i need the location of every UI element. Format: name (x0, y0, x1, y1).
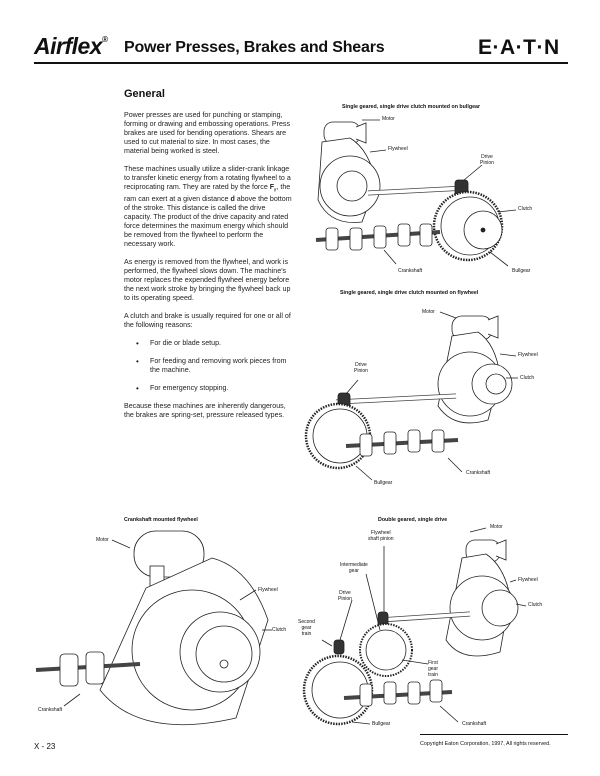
fig4-first-gear-train-label (428, 660, 438, 678)
figure-3-drawing (36, 531, 272, 725)
drive-text: Drive (481, 154, 493, 160)
eaton-logo: E·A·T·N (478, 36, 560, 59)
paragraph-5: Because these machines are inherently dangerous, the brakes are spring-set, pressure released types. (124, 402, 286, 420)
intermediate-text: Intermediate (340, 562, 368, 568)
shaft-pinion-text: shaft pinion (368, 536, 394, 542)
fig1-crankshaft (316, 224, 440, 250)
fig4-intermediate-gear-label (340, 562, 368, 574)
gear-text: gear (428, 666, 439, 672)
p2-part-a: These machines usually utilize a slider-crank linkage to transfer kinetic energy from a rotating flywheel to a reciprocating ram. They are rated by the force (124, 165, 291, 191)
fig4-second-gear-train-label (298, 619, 315, 637)
p2-part-b: , the ram can exert at a given distance (124, 183, 291, 204)
fig1-crankshaft-label: Crankshaft (398, 268, 423, 274)
fig1-drive-pinion-label (480, 154, 494, 166)
second-text: Second (298, 619, 315, 625)
fig1-clutch-label: Clutch (518, 206, 533, 212)
train-text: train (301, 631, 312, 637)
figure-2-caption: Single geared, single drive clutch mounted on flywheel (340, 290, 479, 296)
figure-1-caption: Single geared, single drive clutch mounted on bullgear (342, 104, 481, 110)
drive-text: Drive (339, 590, 351, 596)
fig1-bullgear-label: Bullgear (512, 268, 531, 274)
fig2-flywheel-label: Flywheel (518, 352, 538, 358)
fig3-clutch-label: Clutch (272, 627, 287, 633)
paragraph-1: Power presses are used for punching or stamping, forming or drawing and embossing operations. Press brakes are used for bending operations. Shears are used to cut material to size. In most cases, the material being worked is steel. (124, 111, 290, 155)
fig2-bullgear-label: Bullgear (374, 480, 393, 486)
section-title: General (124, 88, 165, 100)
list-item: • For emergency stopping. (136, 384, 294, 393)
footer-rule (420, 734, 568, 735)
gear-text: gear (301, 625, 312, 631)
fig4-drive-pinion-label (338, 590, 352, 602)
brand-text: Airflex (34, 33, 103, 59)
fig4-clutch-label: Clutch (528, 602, 543, 608)
paragraph-4: A clutch and brake is usually required for one or all of the following reasons: (124, 312, 291, 330)
page-number: X - 23 (34, 742, 56, 751)
fig2-drive-pinion-label (354, 362, 368, 374)
fig2-crankshaft (346, 430, 458, 456)
force-letter: F (269, 183, 275, 191)
figure-4-drawing (301, 528, 526, 724)
fig3-crankshaft-label: Crankshaft (38, 707, 63, 713)
paragraph-3: As energy is removed from the flywheel, and work is performed, the flywheel slows down. The machine's motor replaces the expended flywheel energy before the next work stroke by bringing the flywheel back up to its operating speed. (124, 258, 291, 303)
figure-3-caption: Crankshaft mounted flywheel (124, 517, 198, 523)
first-text: First (428, 660, 438, 666)
fig4-motor-label: Motor (490, 524, 503, 530)
figure-1-drawing (316, 120, 516, 266)
registered-mark: ® (102, 35, 108, 44)
list-item: • For die or blade setup. (136, 339, 294, 348)
fig4-flywheel-label: Flywheel (518, 577, 538, 583)
fig4-crankshaft-label: Crankshaft (462, 721, 487, 727)
fig3-flywheel-label: Flywheel (258, 587, 278, 593)
fig4-bullgear-label: Bullgear (372, 721, 391, 727)
figure-4-caption: Double geared, single drive (378, 517, 448, 523)
fig3-motor-label: Motor (96, 537, 109, 543)
pinion-text: Pinion (354, 368, 368, 374)
gear-text: gear (348, 568, 359, 574)
drive-text: Drive (355, 362, 367, 368)
fig2-crankshaft-label: Crankshaft (466, 470, 491, 476)
fig2-clutch-label: Clutch (520, 375, 535, 381)
distance-symbol: d (230, 195, 235, 204)
document-title: Power Presses, Brakes and Shears (124, 39, 385, 56)
fig1-motor-label: Motor (382, 116, 395, 122)
fig1-flywheel-label: Flywheel (388, 146, 408, 152)
flywheel-text: Flywheel (370, 530, 391, 536)
fig2-motor-label: Motor (422, 309, 435, 315)
figure-2-drawing (306, 312, 518, 480)
pinion-text: Pinion (480, 160, 494, 166)
p2-part-c: above the bottom of the stroke. This distance is called the drive capacity. The product of the drive capacity and rated force determines the maximum energy which should be removed from the flywheel to perform the necessary work. (124, 195, 292, 249)
pinion-text: Pinion (338, 596, 352, 602)
copyright-notice: Copyright Eaton Corporation, 1997, All rights reserved. (420, 741, 551, 747)
train-text: train (428, 672, 438, 678)
fig4-flywheel-shaft-pinion-label (368, 530, 394, 542)
list-item: • For feeding and removing work pieces from the machine. (136, 357, 294, 375)
force-subscript: r (274, 187, 277, 194)
